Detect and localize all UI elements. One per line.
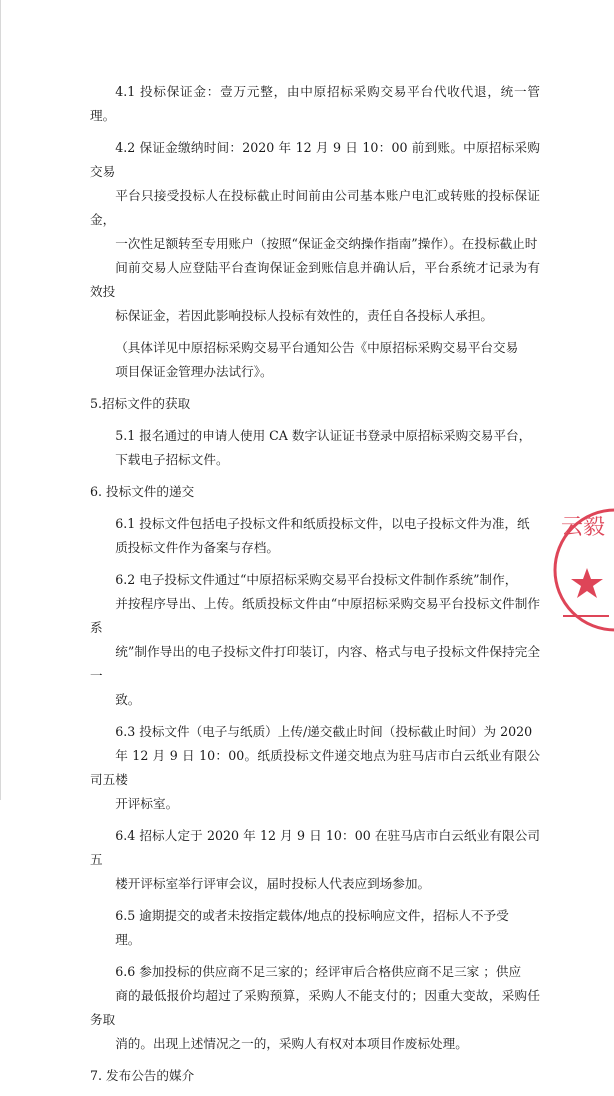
text-line: 4.2 保证金缴纳时间：2020 年 12 月 9 日 10：00 前到账。中原招标采购交易 <box>90 140 540 179</box>
text-line: 6. 投标文件的递交 <box>90 484 195 499</box>
seal-text: 云毅 <box>561 515 606 540</box>
text-line: 6.1 投标文件包括电子投标文件和纸质投标文件，以电子投标文件为准，纸 <box>115 516 530 531</box>
text-line: 致。 <box>115 692 141 707</box>
text-line: 并按程序导出、上传。纸质投标文件由“中原招标采购交易平台投标文件制作系 <box>90 596 540 635</box>
text-line: 间前交易人应登陆平台查询保证金到账信息并确认后，平台系统才记录为有效投 <box>90 260 540 299</box>
section-heading <box>90 480 540 504</box>
paragraph <box>90 336 540 384</box>
text-line: 开评标室。 <box>115 796 179 811</box>
text-line: 5.招标文件的获取 <box>90 396 191 411</box>
text-line: 统”制作导出的电子投标文件打印装订，内容、格式与电子投标文件保持完全一 <box>90 644 540 683</box>
section-heading <box>90 392 540 416</box>
text-line: 6.4 招标人定于 2020 年 12 月 9 日 10：00 在驻马店市白云纸业有限公司五 <box>90 828 540 867</box>
paragraph <box>90 568 540 712</box>
text-line: 理。 <box>115 932 141 947</box>
text-line: 项目保证金管理办法试行》。 <box>115 364 273 379</box>
text-line: 7. 发布公告的媒介 <box>90 1068 195 1083</box>
text-line: 楼开评标室举行评审会议，届时投标人代表应到场参加。 <box>115 876 431 891</box>
text-line: 5.1 报名通过的申请人使用 CA 数字认证证书登录中原招标采购交易平台， <box>115 428 532 443</box>
text-line: 年 12 月 9 日 10：00。纸质投标文件递交地点为驻马店市白云纸业有限公司五楼 <box>90 748 540 787</box>
paragraph <box>90 904 540 952</box>
section-heading <box>90 1064 540 1088</box>
paragraph <box>90 424 540 472</box>
seal-ring <box>555 510 614 630</box>
text-line: 6.3 投标文件（电子与纸质）上传/递交截止时间（投标截止时间）为 2020 <box>115 724 533 739</box>
text-line: 标保证金，若因此影响投标人投标有效性的，责任自各投标人承担。 <box>115 308 493 323</box>
paragraph <box>90 80 540 128</box>
paragraph <box>90 824 540 896</box>
paragraph <box>90 720 540 816</box>
text-line: 消的。出现上述情况之一的，采购人有权对本项目作废标处理。 <box>115 1036 468 1051</box>
text-line: 一次性足额转至专用账户（按照“保证金交纳操作指南”操作）。在投标截止时 <box>115 236 538 251</box>
text-line: （具体详见中原招标采购交易平台通知公告《中原招标采购交易平台交易 <box>115 340 519 355</box>
document-body <box>90 80 540 1096</box>
text-line: 6.2 电子投标文件通过“中原招标采购交易平台投标文件制作系统”制作， <box>115 572 518 587</box>
paragraph <box>90 136 540 328</box>
text-line: 商的最低报价均超过了采购预算，采购人不能支付的；因重大变故，采购任务取 <box>90 988 540 1027</box>
text-line: 质投标文件作为备案与存档。 <box>115 540 279 555</box>
red-seal-star-icon <box>571 568 603 598</box>
text-line: 平台只接受投标人在投标截止时间前由公司基本账户电汇或转账的投标保证金， <box>90 188 540 227</box>
text-line: 6.6 参加投标的供应商不足三家的；经评审后合格供应商不足三家 ；供应 <box>115 964 522 979</box>
text-line: 下载电子招标文件。 <box>115 452 229 467</box>
text-line: 4.1 投标保证金：壹万元整，由中原招标采购交易平台代收代退，统一管理。 <box>90 84 540 123</box>
paragraph <box>90 512 540 560</box>
paragraph <box>90 960 540 1056</box>
text-line: 6.5 逾期提交的或者未按指定载体/地点的投标响应文件，招标人不予受 <box>115 908 509 923</box>
official-seal <box>553 490 614 650</box>
